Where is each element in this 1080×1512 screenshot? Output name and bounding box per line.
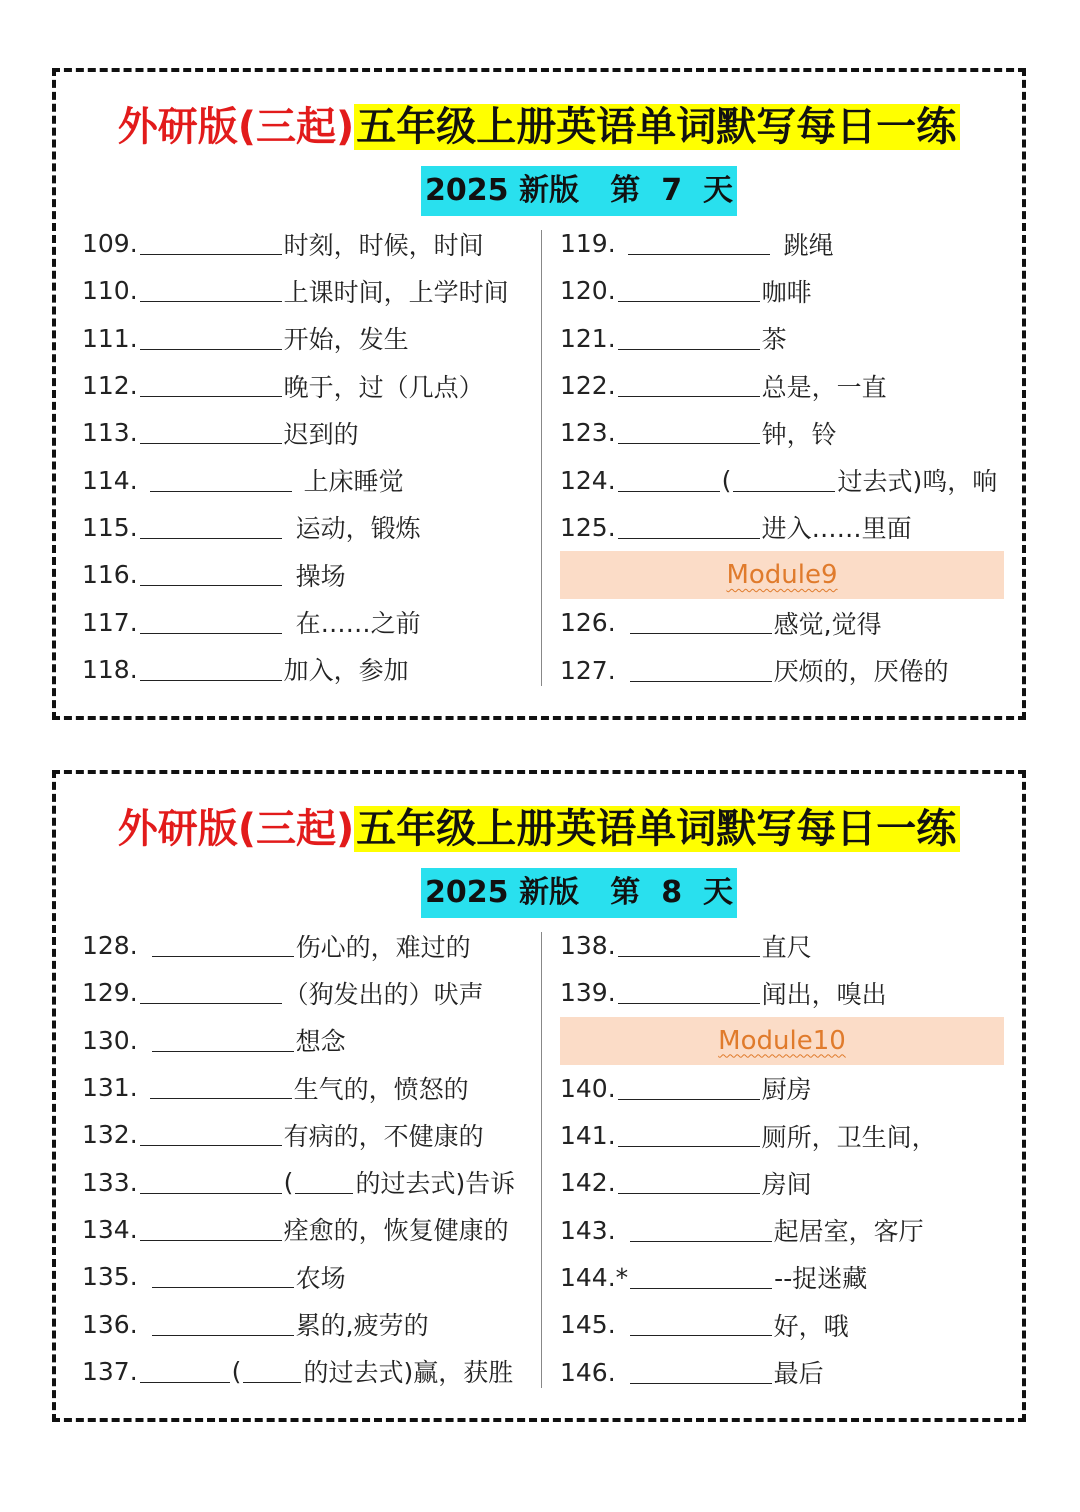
worksheet-title xyxy=(56,98,1022,156)
paren-open: ( xyxy=(721,465,732,495)
item-meaning: 运动，锻炼 xyxy=(295,514,421,544)
item-number: 142. xyxy=(560,1168,616,1198)
item-meaning: 茶 xyxy=(761,325,787,355)
item-meaning: 钟，铃 xyxy=(761,419,837,449)
item-number: 112. xyxy=(82,371,138,401)
word-row xyxy=(560,1206,1004,1253)
word-row xyxy=(560,409,1004,456)
item-meaning: 生气的，愤怒的 xyxy=(293,1074,469,1104)
item-number: 127. xyxy=(560,655,616,685)
word-row xyxy=(560,362,1004,409)
item-number: 130. xyxy=(82,1025,138,1055)
answer-blank[interactable] xyxy=(152,1029,294,1052)
word-row xyxy=(560,599,1004,646)
module-header xyxy=(560,1017,1004,1065)
word-row xyxy=(82,598,532,645)
item-meaning: 厌烦的，厌倦的 xyxy=(773,657,949,687)
item-meaning: 闻出，嗅出 xyxy=(761,979,887,1009)
word-row xyxy=(560,1065,1004,1112)
answer-blank[interactable] xyxy=(140,1218,282,1241)
word-row xyxy=(82,1253,532,1300)
answer-blank[interactable] xyxy=(140,563,282,586)
answer-blank[interactable] xyxy=(618,981,760,1004)
item-meaning: 晚于，过（几点） xyxy=(283,372,484,402)
word-row xyxy=(560,456,1004,503)
title-main: 五年级上册英语单词默写每日一练 xyxy=(354,806,960,852)
answer-blank[interactable] xyxy=(630,659,772,682)
item-meaning: 过去式)鸣，响 xyxy=(837,467,998,497)
item-number: 121. xyxy=(560,323,616,353)
item-number: 134. xyxy=(82,1214,138,1244)
answer-blank[interactable] xyxy=(618,469,720,492)
column-divider xyxy=(541,932,542,1388)
item-meaning: 感觉,觉得 xyxy=(773,609,882,639)
word-row xyxy=(82,1300,532,1347)
word-row xyxy=(82,315,532,362)
title-main: 五年级上册英语单词默写每日一练 xyxy=(354,104,960,150)
answer-blank-past-tense[interactable] xyxy=(243,1360,301,1383)
item-meaning: 直尺 xyxy=(761,932,812,962)
item-number: 139. xyxy=(560,978,616,1008)
item-number: 126. xyxy=(560,608,616,638)
item-number: 110. xyxy=(82,276,138,306)
word-row xyxy=(560,267,1004,314)
answer-blank-past-tense[interactable] xyxy=(295,1171,353,1194)
item-meaning: 咖啡 xyxy=(761,277,812,307)
answer-blank[interactable] xyxy=(152,1313,294,1336)
answer-blank[interactable] xyxy=(140,1171,282,1194)
item-number: 116. xyxy=(82,560,138,590)
item-number: 145. xyxy=(560,1310,616,1340)
word-row xyxy=(560,1254,1004,1301)
word-row xyxy=(82,456,532,503)
answer-blank[interactable] xyxy=(140,327,282,350)
item-number: 119. xyxy=(560,229,616,259)
item-number: 109. xyxy=(82,229,138,259)
word-row xyxy=(82,1064,532,1111)
item-number: 111. xyxy=(82,323,138,353)
item-meaning: 上课时间，上学时间 xyxy=(283,277,509,307)
answer-blank[interactable] xyxy=(140,1360,230,1383)
item-meaning: 厕所，卫生间， xyxy=(761,1122,937,1152)
word-row xyxy=(560,315,1004,362)
word-row xyxy=(560,1112,1004,1159)
item-number: 132. xyxy=(82,1120,138,1150)
title-publisher: 外研版(三起) xyxy=(117,806,355,852)
module-label: Module10 xyxy=(718,1025,846,1056)
word-row xyxy=(82,362,532,409)
word-row xyxy=(560,1301,1004,1348)
word-row xyxy=(82,1111,532,1158)
answer-blank[interactable] xyxy=(618,1124,760,1147)
item-meaning: 的过去式)告诉 xyxy=(355,1169,516,1199)
module-label: Module9 xyxy=(726,560,838,591)
answer-blank[interactable] xyxy=(140,981,282,1004)
answer-blank[interactable] xyxy=(618,374,760,397)
answer-blank[interactable] xyxy=(140,658,282,681)
word-row xyxy=(82,267,532,314)
item-meaning: 时刻，时候，时间 xyxy=(283,230,484,260)
item-meaning: 操场 xyxy=(295,561,346,591)
answer-blank[interactable] xyxy=(140,279,282,302)
item-meaning: 进入……里面 xyxy=(761,514,912,544)
item-meaning: --捉迷藏 xyxy=(774,1264,868,1294)
item-number: 128. xyxy=(82,931,138,961)
paren-open: ( xyxy=(231,1356,242,1386)
paren-open: ( xyxy=(283,1167,294,1197)
item-number: 143. xyxy=(560,1215,616,1245)
word-column-right xyxy=(560,922,1004,1396)
item-number: 144.* xyxy=(560,1262,629,1292)
answer-blank[interactable] xyxy=(630,611,772,634)
item-number: 117. xyxy=(82,607,138,637)
worksheet-card-day7 xyxy=(52,68,1026,720)
word-row xyxy=(82,220,532,267)
item-meaning: 想念 xyxy=(295,1027,346,1057)
answer-blank[interactable] xyxy=(618,421,760,444)
answer-blank[interactable] xyxy=(618,327,760,350)
word-row xyxy=(560,969,1004,1016)
item-meaning: 有病的，不健康的 xyxy=(283,1121,484,1151)
item-meaning: 累的,疲劳的 xyxy=(295,1311,429,1341)
word-row xyxy=(560,1159,1004,1206)
word-row xyxy=(560,1348,1004,1395)
day-subtitle: 2025 新版 第 8 天 xyxy=(421,868,737,918)
day-subtitle: 2025 新版 第 7 天 xyxy=(421,166,737,216)
answer-blank[interactable] xyxy=(152,1265,294,1288)
worksheet-card-day8 xyxy=(52,770,1026,1422)
item-meaning: 伤心的，难过的 xyxy=(295,932,471,962)
word-row xyxy=(560,646,1004,693)
answer-blank[interactable] xyxy=(618,279,760,302)
word-row xyxy=(82,969,532,1016)
item-meaning: 开始，发生 xyxy=(283,325,409,355)
word-row xyxy=(82,1158,532,1205)
answer-blank[interactable] xyxy=(618,1077,760,1100)
item-number: 122. xyxy=(560,371,616,401)
item-number: 129. xyxy=(82,978,138,1008)
item-meaning: 跳绳 xyxy=(783,230,834,260)
answer-blank[interactable] xyxy=(628,232,770,255)
item-meaning: 好，哦 xyxy=(773,1311,849,1341)
answer-blank[interactable] xyxy=(152,934,294,957)
answer-blank[interactable] xyxy=(150,469,292,492)
item-meaning: 起居室，客厅 xyxy=(773,1217,924,1247)
word-row xyxy=(560,220,1004,267)
answer-blank[interactable] xyxy=(140,374,282,397)
item-number: 133. xyxy=(82,1167,138,1197)
item-meaning: 上床睡觉 xyxy=(303,467,404,497)
answer-blank[interactable] xyxy=(630,1266,772,1289)
answer-blank[interactable] xyxy=(630,1313,772,1336)
answer-blank-past-tense[interactable] xyxy=(733,469,835,492)
item-number: 113. xyxy=(82,418,138,448)
item-number: 138. xyxy=(560,931,616,961)
item-number: 124. xyxy=(560,465,616,495)
item-meaning: 总是，一直 xyxy=(761,372,887,402)
column-divider xyxy=(541,230,542,686)
item-number: 131. xyxy=(82,1073,138,1103)
item-meaning: 最后 xyxy=(773,1359,824,1389)
item-number: 140. xyxy=(560,1073,616,1103)
word-row xyxy=(82,1348,532,1395)
item-number: 114. xyxy=(82,465,138,495)
item-number: 135. xyxy=(82,1262,138,1292)
worksheet-title xyxy=(56,800,1022,858)
word-row xyxy=(82,409,532,456)
item-number: 125. xyxy=(560,512,616,542)
item-meaning: 厨房 xyxy=(761,1075,812,1105)
item-meaning: （狗发出的）吠声 xyxy=(283,979,484,1009)
answer-blank[interactable] xyxy=(140,232,282,255)
answer-blank[interactable] xyxy=(630,1361,772,1384)
title-publisher: 外研版(三起) xyxy=(117,104,355,150)
item-meaning: 在……之前 xyxy=(295,609,421,639)
word-row xyxy=(82,922,532,969)
word-row xyxy=(82,551,532,598)
answer-blank[interactable] xyxy=(618,516,760,539)
word-column-left xyxy=(82,220,532,693)
word-column-right xyxy=(560,220,1004,694)
module-header xyxy=(560,551,1004,599)
answer-blank[interactable] xyxy=(150,1076,292,1099)
word-row xyxy=(560,922,1004,969)
word-row xyxy=(82,504,532,551)
item-meaning: 迟到的 xyxy=(283,419,359,449)
item-number: 120. xyxy=(560,276,616,306)
item-number: 115. xyxy=(82,512,138,542)
word-row xyxy=(560,504,1004,551)
word-row xyxy=(82,646,532,693)
answer-blank[interactable] xyxy=(140,611,282,634)
answer-blank[interactable] xyxy=(140,516,282,539)
answer-blank[interactable] xyxy=(618,934,760,957)
item-meaning: 的过去式)赢，获胜 xyxy=(303,1358,514,1388)
item-meaning: 房间 xyxy=(761,1169,812,1199)
item-meaning: 农场 xyxy=(295,1263,346,1293)
item-number: 123. xyxy=(560,418,616,448)
item-meaning: 痊愈的，恢复健康的 xyxy=(283,1216,509,1246)
item-number: 141. xyxy=(560,1121,616,1151)
word-row xyxy=(82,1017,532,1064)
item-meaning: 加入，参加 xyxy=(283,656,409,686)
answer-blank[interactable] xyxy=(618,1171,760,1194)
answer-blank[interactable] xyxy=(140,1123,282,1146)
item-number: 136. xyxy=(82,1309,138,1339)
item-number: 146. xyxy=(560,1357,616,1387)
item-number: 118. xyxy=(82,654,138,684)
word-column-left xyxy=(82,922,532,1395)
answer-blank[interactable] xyxy=(630,1219,772,1242)
word-row xyxy=(82,1206,532,1253)
answer-blank[interactable] xyxy=(140,421,282,444)
item-number: 137. xyxy=(82,1356,138,1386)
